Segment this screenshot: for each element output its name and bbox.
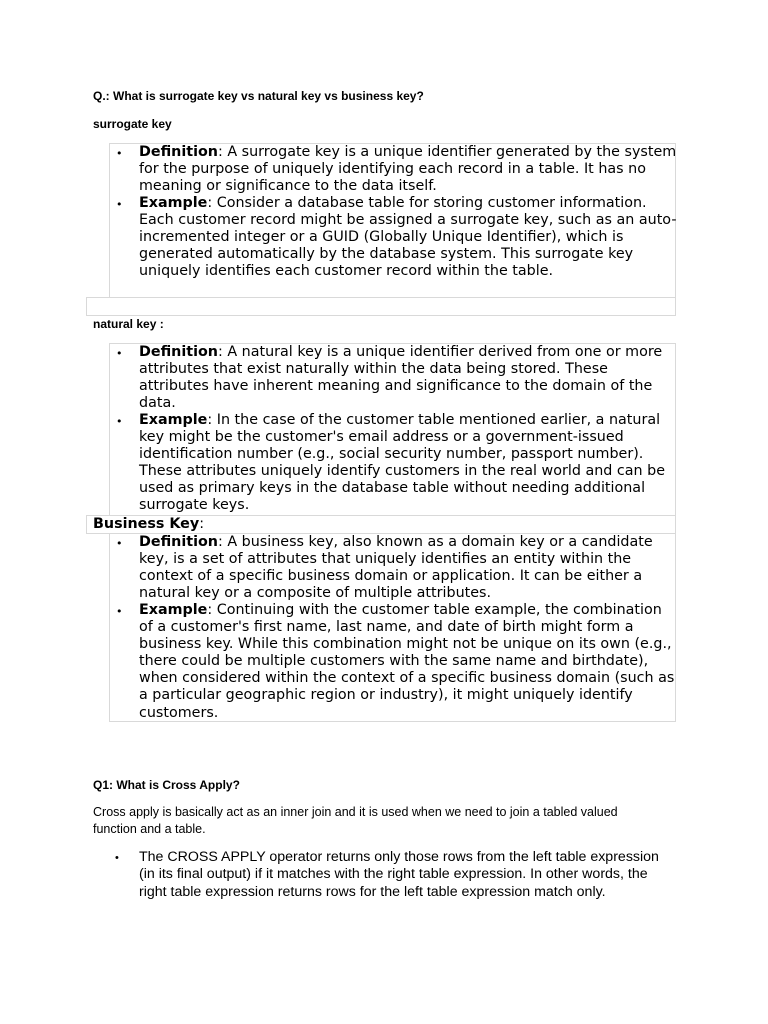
term-label: Example bbox=[139, 412, 208, 428]
item-text bbox=[139, 144, 679, 195]
item-body: : Consider a database table for storing customer information. Each customer record might be assigned a surrogate key, such as an auto-incremented integer or a GUID (Globally Unique Identifier), which is generated automatically by the database system. This surrogate key uniquely identifies each customer record within the table. bbox=[139, 195, 677, 280]
question-heading: Q.: What is surrogate key vs natural key vs business key? bbox=[93, 89, 424, 103]
empty-table-row bbox=[86, 297, 676, 316]
business-key-heading-row bbox=[86, 515, 676, 534]
bullet: • bbox=[116, 605, 123, 618]
item-text bbox=[139, 602, 679, 722]
cross-apply-heading: Q1: What is Cross Apply? bbox=[93, 778, 240, 792]
natural-key-heading: natural key : bbox=[93, 317, 164, 331]
surrogate-key-heading: surrogate key bbox=[93, 117, 172, 131]
bullet: • bbox=[116, 198, 123, 211]
bullet: • bbox=[116, 147, 123, 160]
cross-apply-intro: Cross apply is basically act as an inner join and it is used when we need to join a tabled valued function and a table. bbox=[93, 805, 618, 836]
cross-apply-bullet-text: The CROSS APPLY operator returns only those rows from the left table expression (in its final output) if it matches with the right table expression. In other words, the right table expression returns rows for the left table expression match only. bbox=[139, 849, 659, 900]
item-body: : A natural key is a unique identifier derived from one or more attributes that exist naturally within the data being stored. These attributes have inherent meaning and significance to the domain of the data. bbox=[139, 344, 663, 412]
term-label: Definition bbox=[139, 344, 218, 360]
business-key-heading: Business Key bbox=[93, 516, 200, 532]
item-body: : A business key, also known as a domain key or a candidate key, is a set of attributes that uniquely identifies an entity within the context of a specific business domain or application. It can be either a natural key or a composite of multiple attributes. bbox=[139, 534, 653, 602]
natural-key-box bbox=[109, 343, 676, 516]
business-key-box bbox=[109, 533, 676, 722]
business-key-colon: : bbox=[199, 516, 205, 532]
item-body: : Continuing with the customer table example, the combination of a customer's first name, last name, and date of birth might form a business key. While this combination might not be unique on its own (e.g., there could be multiple customers with the same name and birthdate), when considered within the context of a specific business domain (such as a particular geographic region or industry), it might uniquely identify customers. bbox=[139, 602, 675, 721]
term-label: Definition bbox=[139, 144, 218, 160]
term-label: Definition bbox=[139, 534, 218, 550]
surrogate-key-box bbox=[109, 143, 676, 298]
item-text bbox=[139, 195, 679, 280]
item-text bbox=[139, 412, 679, 515]
item-text bbox=[139, 534, 679, 602]
term-label: Example bbox=[139, 602, 208, 618]
bullet: • bbox=[115, 852, 119, 864]
term-label: Example bbox=[139, 195, 208, 211]
bullet: • bbox=[116, 415, 123, 428]
item-body: : In the case of the customer table mentioned earlier, a natural key might be the customer's email address or a government-issued identification number (e.g., social security number, passport number). These attributes uniquely identify customers in the real world and can be used as primary keys in the database table without needing additional surrogate keys. bbox=[139, 412, 665, 514]
item-text bbox=[139, 344, 679, 412]
bullet: • bbox=[116, 347, 123, 360]
bullet: • bbox=[116, 537, 123, 550]
item-body: : A surrogate key is a unique identifier generated by the system for the purpose of uniquely identifying each record in a table. It has no meaning or significance to the data itself. bbox=[139, 144, 677, 195]
